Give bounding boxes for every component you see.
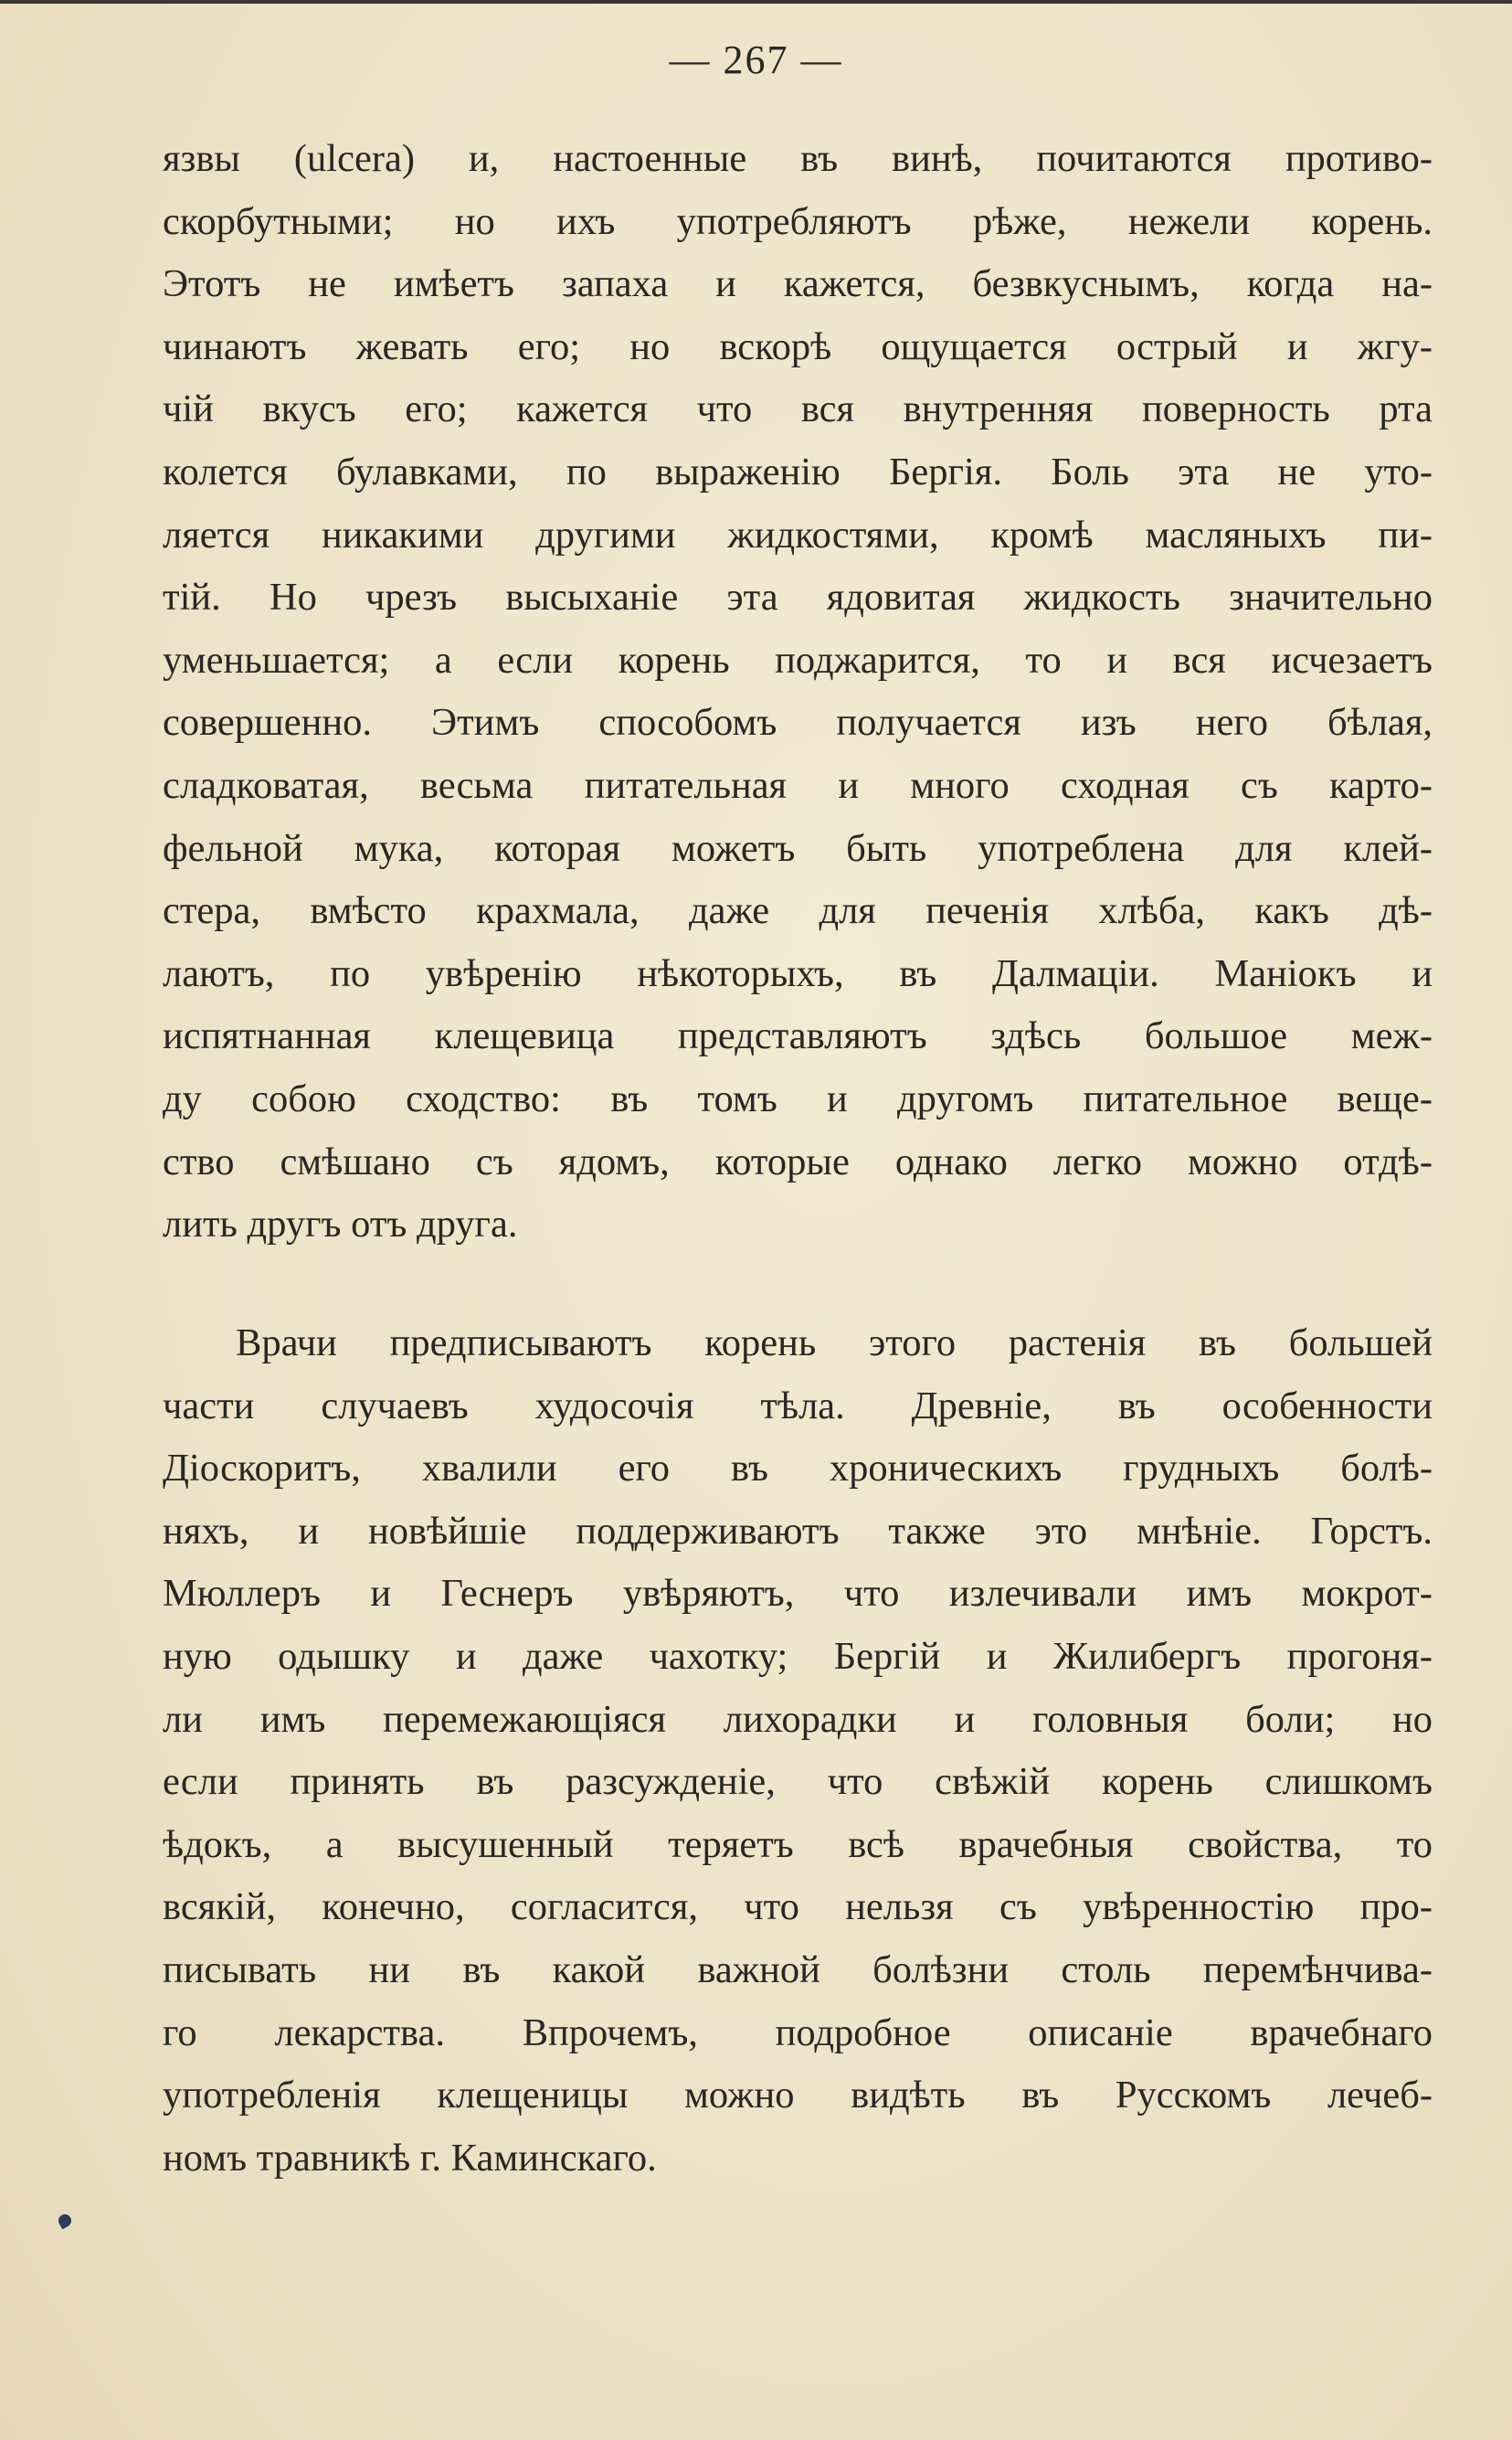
text-line: ляется никакими другими жидкостями, кромѣ масляныхъ пи-	[163, 513, 1433, 557]
page-number: — 267 —	[669, 37, 843, 82]
text-line: совершенно. Этимъ способомъ получается изъ него бѣлая,	[163, 701, 1433, 745]
text-line: если принять въ разсужденіе, что свѣжій корень слишкомъ	[163, 1760, 1433, 1804]
top-edge-rule	[0, 0, 1512, 4]
paragraph-2	[163, 1312, 1433, 2190]
text-line: Мюллеръ и Геснеръ увѣряютъ, что излечивали имъ мокрот-	[163, 1572, 1433, 1616]
text-line: Врачи предписываютъ корень этого растенія въ большей	[236, 1321, 1433, 1364]
text-line: скорбутными; но ихъ употребляютъ рѣже, нежели корень.	[163, 199, 1433, 243]
text-line: колется булавками, по выраженію Бергія. Боль эта не уто-	[163, 450, 1433, 493]
text-line: лаютъ, по увѣренію нѣкоторыхъ, въ Далмаціи. Маніокъ и	[163, 951, 1433, 995]
text-line: употребленія клещеницы можно видѣть въ Русскомъ лечеб-	[163, 2074, 1433, 2117]
text-line: язвы (ulcera) и, настоенные въ винѣ, почитаются противо-	[163, 137, 1433, 180]
text-line: всякій, конечно, согласится, что нельзя съ увѣренностію про-	[163, 1885, 1433, 1929]
text-line: писывать ни въ какой важной болѣзни столь перемѣнчива-	[163, 1947, 1433, 1991]
text-line: няхъ, и новѣйшіе поддерживаютъ также это мнѣніе. Горстъ.	[163, 1509, 1433, 1553]
text-line: ѣдокъ, а высушенный теряетъ всѣ врачебныя свойства, то	[163, 1822, 1433, 1866]
text-line: чинаютъ жевать его; но вскорѣ ощущается острый и жгу-	[163, 324, 1433, 368]
text-line: ную одышку и даже чахотку; Бергій и Жилибергъ прогоня-	[163, 1634, 1433, 1678]
text-line: номъ травникѣ г. Каминскаго.	[163, 2136, 657, 2180]
text-line: лить другъ отъ друга.	[163, 1203, 518, 1247]
text-line: ду собою сходство: въ томъ и другомъ питательное веще-	[163, 1077, 1433, 1120]
text-line: чій вкусъ его; кажется что вся внутренняя поверность рта	[163, 387, 1433, 431]
text-line: испятнанная клещевица представляютъ здѣсь большое меж-	[163, 1014, 1433, 1058]
text-line: Этотъ не имѣетъ запаха и кажется, безвкуснымъ, когда на-	[163, 262, 1433, 306]
ink-blot-mark	[56, 2212, 73, 2229]
text-line: ство смѣшано съ ядомъ, которые однако легко можно отдѣ-	[163, 1140, 1433, 1183]
text-line: стера, вмѣсто крахмала, даже для печенія хлѣба, какъ дѣ-	[163, 889, 1433, 933]
text-line: Діоскоритъ, хвалили его въ хроническихъ грудныхъ болѣ-	[163, 1447, 1433, 1491]
text-line: части случаевъ худосочія тѣла. Древніе, въ особенности	[163, 1384, 1433, 1427]
text-line: сладковатая, весьма питательная и много сходная съ карто-	[163, 763, 1433, 807]
text-line: го лекарства. Впрочемъ, подробное описаніе врачебнаго	[163, 2010, 1433, 2054]
paragraph-1	[163, 128, 1433, 1257]
text-line: фельной мука, которая можетъ быть употреблена для клей-	[163, 826, 1433, 870]
text-line: уменьшается; а если корень поджарится, то и вся исчезаетъ	[163, 638, 1433, 682]
text-line: ли имъ перемежающіяся лихорадки и головныя боли; но	[163, 1697, 1433, 1741]
text-line: тій. Но чрезъ высыханіе эта ядовитая жидкость значительно	[163, 576, 1433, 620]
